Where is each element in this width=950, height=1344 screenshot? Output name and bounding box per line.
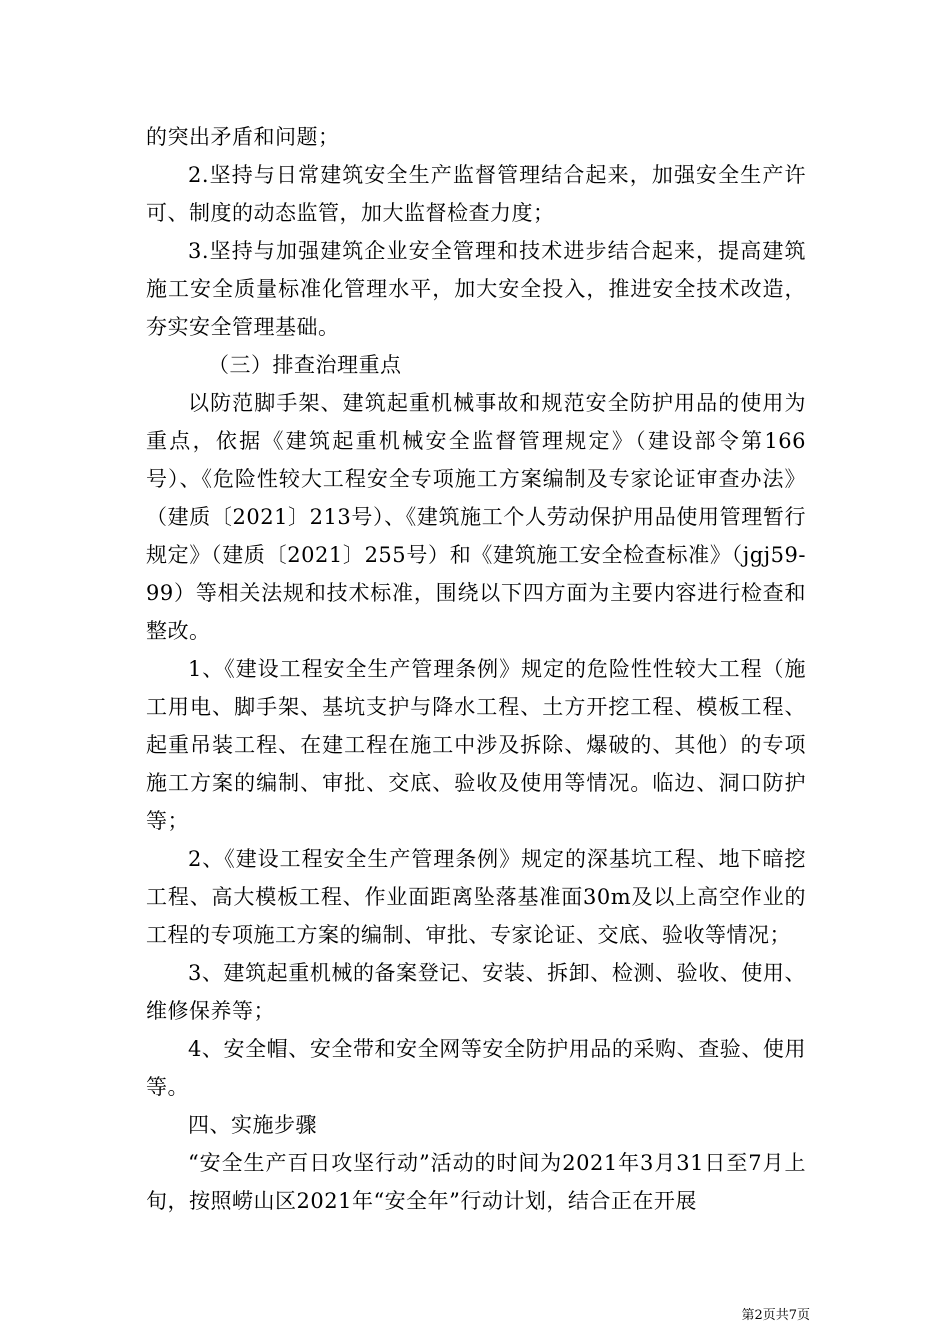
section-heading-focus: （三）排查治理重点 <box>208 353 402 377</box>
paragraph-list-item-3: 3、建筑起重机械的备案登记、安装、拆卸、检测、验收、使用、维修保养等； <box>146 961 806 1023</box>
paragraph-item-3: 3.坚持与加强建筑企业安全管理和技术进步结合起来，提高建筑施工安全质量标准化管理水平，加大安全投入，推进安全技术改造，夯实安全管理基础。 <box>146 239 806 339</box>
document-body <box>146 118 806 1220</box>
paragraph-item-2: 2.坚持与日常建筑安全生产监督管理结合起来，加强安全生产许可、制度的动态监管，加大监督检查力度； <box>146 163 806 225</box>
section-heading-steps: 四、实施步骤 <box>188 1113 317 1137</box>
paragraph-focus-description: 以防范脚手架、建筑起重机械事故和规范安全防护用品的使用为重点，依据《建筑起重机械安全监督管理规定》（建设部令第166号）、《危险性较大工程安全专项施工方案编制及专家论证审查办法》（建质〔2021〕213号）、《建筑施工个人劳动保护用品使用管理暂行规定》（建质〔2021〕255号）和《建筑施工安全检查标准》（jgj59-99）等相关法规和技术标准，围绕以下四方面为主要内容进行检查和整改。 <box>146 391 806 643</box>
paragraph-list-item-4: 4、安全帽、安全带和安全网等安全防护用品的采购、查验、使用等。 <box>146 1037 806 1099</box>
paragraph-list-item-2: 2、《建设工程安全生产管理条例》规定的深基坑工程、地下暗挖工程、高大模板工程、作业面距离坠落基准面30m及以上高空作业的工程的专项施工方案的编制、审批、专家论证、交底、验收等情况； <box>146 847 806 947</box>
paragraph-continuation: 的突出矛盾和问题； <box>146 125 340 149</box>
paragraph-steps-description: “安全生产百日攻坚行动”活动的时间为2021年3月31日至7月上旬，按照崂山区2021年“安全年”行动计划，结合正在开展 <box>146 1151 806 1213</box>
paragraph-list-item-1: 1、《建设工程安全生产管理条例》规定的危险性性较大工程（施工用电、脚手架、基坑支护与降水工程、土方开挖工程、模板工程、起重吊装工程、在建工程在施工中涉及拆除、爆破的、其他）的专项施工方案的编制、审批、交底、验收及使用等情况。临边、洞口防护等； <box>146 657 806 833</box>
page-number-footer: 第2页共7页 <box>741 1308 810 1323</box>
